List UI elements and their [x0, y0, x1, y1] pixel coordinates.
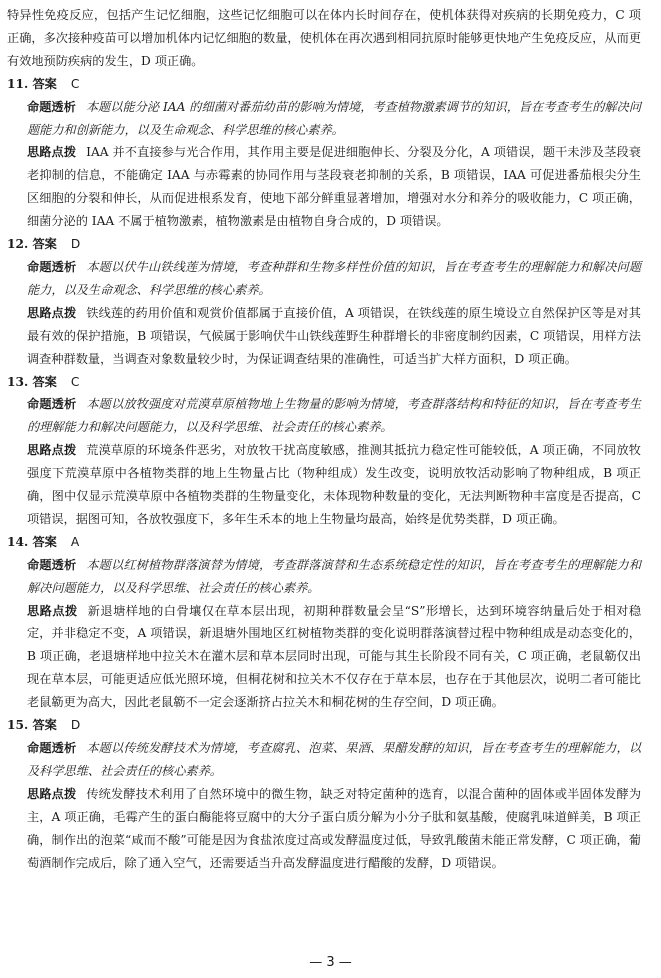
answer-value: D [70, 237, 81, 252]
question-number: 11. [7, 76, 29, 91]
solution-text: 荒漠草原的环境条件恶劣，对放牧干扰高度敏感，推测其抵抗力稳定性可能较低，A 项正确，不同放牧强度下荒漠草原中各植物类群的地上生物量占比（物种组成）发生改变，说明放牧活动影响了物种组成，B 项正确，图中仅显示荒漠草原中各植物类群的生物量变化，未体现物种数量的变化，无法判断物种丰富度是否提高，C 项错误，据图可知，各放牧强度下，多年生禾本的地上生物量均最高，始终是优势类群，D 项正确。 [27, 443, 641, 526]
analysis-label: 命题透析 [27, 397, 77, 412]
solution-label: 思路点拨 [27, 305, 77, 320]
analysis-label: 命题透析 [27, 741, 77, 755]
answer-label: 答案 [32, 76, 57, 91]
solution-paragraph [7, 439, 641, 531]
question-13 [7, 371, 641, 531]
analysis-text: 本题以传统发酵技术为情境，考查腐乳、泡菜、果酒、果醋发酵的知识，旨在考查考生的理解能力，以及科学思维、社会责任的核心素养。 [27, 741, 642, 778]
analysis-paragraph [7, 393, 641, 439]
question-number: 14. [7, 534, 29, 549]
question-number: 12. [7, 237, 29, 252]
answer-value: A [70, 534, 80, 549]
question-14 [7, 531, 641, 714]
analysis-paragraph [7, 96, 641, 142]
analysis-label: 命题透析 [27, 557, 77, 572]
solution-text: 传统发酵技术利用了自然环境中的微生物，缺乏对特定菌种的选育，以混合菌种的固体或半固体发酵为主，A 项正确，毛霉产生的蛋白酶能将豆腐中的大分子蛋白质分解为小分子肽和氨基酸，使腐乳味道鲜美，B 项正确，制作出的泡菜“咸而不酸”可能是因为食盐浓度过高或发酵温度过低，导致乳酸菌未能正常发酵，C 项正确，葡萄酒制作完成后，除了通入空气，还需要适当升高发酵温度进行醋酸的发酵，D 项错误。 [27, 786, 642, 870]
answer-label: 答案 [32, 374, 57, 389]
answer-line [7, 233, 641, 256]
answer-value: C [70, 76, 80, 91]
answer-label: 答案 [32, 534, 57, 549]
solution-label: 思路点拨 [27, 443, 77, 458]
analysis-text: 本题以能分泌 IAA 的细菌对番茄幼苗的影响为情境，考查植物激素调节的知识，旨在考查考生的解决问题能力和创新能力，以及生命观念、科学思维的核心素养。 [27, 99, 642, 137]
page-number: — 3 — [309, 955, 352, 970]
solution-label: 思路点拨 [27, 603, 78, 618]
solution-text: 铁线莲的药用价值和观赏价值都属于直接价值，A 项错误，在铁线莲的原生境设立自然保护区等是对其最有效的保护措施，B 项错误，气候属于影响伏牛山铁线莲野生种群增长的非密度制约因素，C 项错误，用样方法调查种群数量，当调查对象数量较少时，为保证调查结果的准确性，可适当扩大样方面积，D 项正确。 [27, 305, 641, 366]
question-12 [7, 233, 641, 370]
analysis-label: 命题透析 [27, 259, 77, 274]
solution-label: 思路点拨 [27, 786, 77, 801]
answer-line [7, 371, 641, 394]
solution-paragraph [7, 783, 641, 875]
analysis-label: 命题透析 [27, 99, 76, 114]
intro-paragraph: 特异性免疫反应，包括产生记忆细胞，这些记忆细胞可以在体内长时间存在，使机体获得对疾病的长期免疫力，C 项正确，多次接种疫苗可以增加机体内记忆细胞的数量，使机体在再次遇到相同抗原时能够更快地产生免疫反应，从而更有效地预防疾病的发生，D 项正确。 [7, 8, 641, 68]
analysis-paragraph [7, 554, 641, 600]
answer-label: 答案 [32, 237, 57, 252]
answer-line [7, 531, 641, 554]
analysis-text: 本题以伏牛山铁线莲为情境，考查种群和生物多样性价值的知识，旨在考查考生的理解能力和解决问题能力，以及生命观念、科学思维的核心素养。 [27, 259, 642, 297]
question-number: 15. [7, 718, 29, 733]
solution-paragraph [7, 600, 641, 715]
solution-label: 思路点拨 [27, 145, 77, 160]
answer-label: 答案 [32, 718, 57, 733]
solution-paragraph [7, 302, 641, 371]
solution-text: 新退塘样地的白骨壤仅在草本层出现，初期种群数量会呈“S”形增长，达到环境容纳量后处于相对稳定，并非稳定不变，A 项错误，新退塘外围地区红树植物类群的变化说明群落演替过程中物种组成是动态变化的，B 项正确，老退塘样地中拉关木在灌木层和草本层同时出现，可能与其生长阶段不同有关，C 项正确，老鼠簕仅出现在草本层，可能更适应低光照环境，但桐花树和拉关木不仅存在于草本层，也存在于其他层次，说明二者可能比老鼠簕更为高大，因此老鼠簕不一定会逐渐挤占拉关木和桐花树的生存空间，D 项正确。 [27, 603, 642, 710]
answer-line [7, 73, 641, 96]
question-11 [7, 73, 641, 233]
analysis-paragraph [7, 737, 641, 783]
answer-value: D [70, 718, 81, 733]
solution-paragraph [7, 141, 641, 233]
question-number: 13. [7, 374, 29, 389]
solution-text: IAA 并不直接参与光合作用，其作用主要是促进细胞伸长、分裂及分化，A 项错误，题干未涉及茎段衰老抑制的信息，不能确定 IAA 与赤霉素的协同作用与茎段衰老抑制的关系，B 项错误，IAA 可促进番茄根尖分生区细胞的分裂和伸长，从而促进根系发育，使地下部分鲜重显著增加，增强对水分和养分的吸收能力，C 项正确，细菌分泌的 IAA 不属于植物激素，植物激素是由植物自身合成的，D 项错误。 [27, 145, 641, 229]
answer-value: C [70, 374, 80, 389]
analysis-text: 本题以放牧强度对荒漠草原植物地上生物量的影响为情境，考查群落结构和特征的知识，旨在考查考生的理解能力和解决问题能力，以及科学思维、社会责任的核心素养。 [27, 397, 642, 435]
question-15 [7, 714, 641, 874]
analysis-paragraph [7, 256, 641, 302]
analysis-text: 本题以红树植物群落演替为情境，考查群落演替和生态系统稳定性的知识，旨在考查考生的理解能力和解决问题能力，以及科学思维、社会责任的核心素养。 [27, 557, 642, 595]
answer-line [7, 714, 641, 737]
